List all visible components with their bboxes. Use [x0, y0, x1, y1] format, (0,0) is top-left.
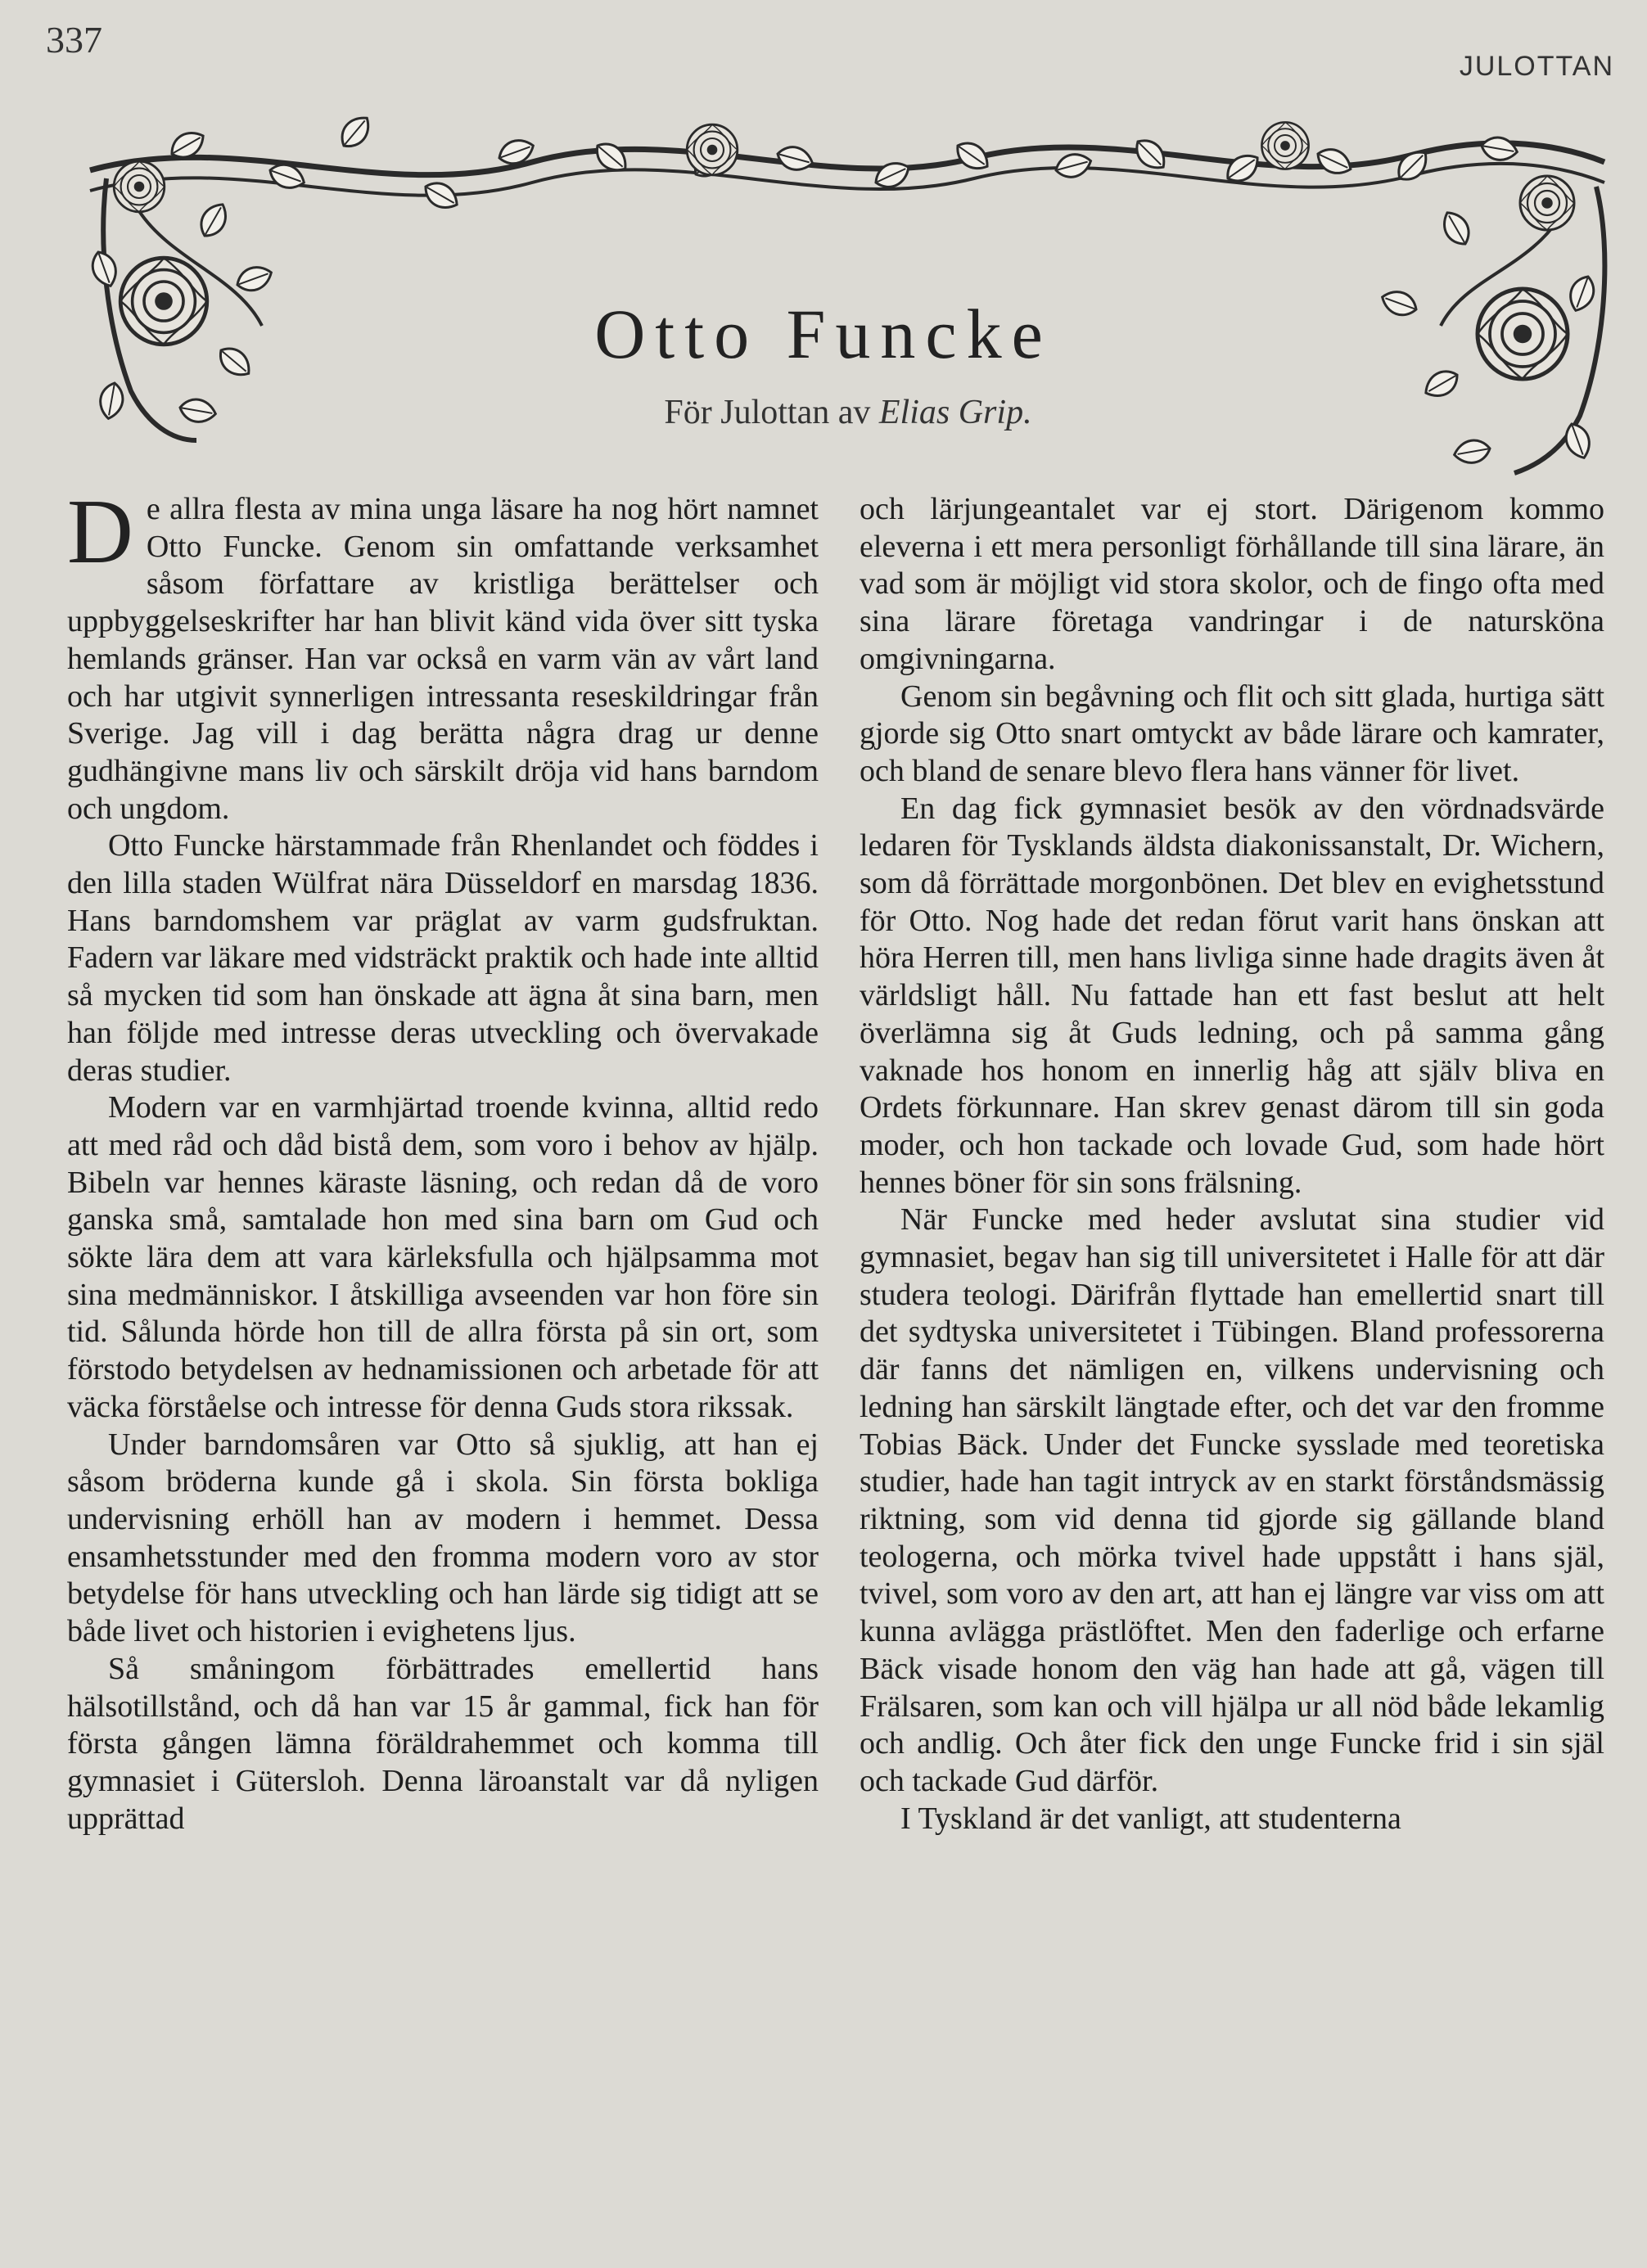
paragraph — [67, 481, 819, 827]
running-head: JULOTTAN — [1459, 51, 1614, 82]
right-column — [860, 491, 1604, 1837]
author-name: Elias Grip. — [878, 394, 1032, 431]
article-title: Otto Funcke — [594, 295, 1053, 373]
byline-prefix: För Julottan av — [664, 394, 871, 431]
paragraph: Modern var en varmhjärtad troende kvinna, alltid redo att med råd och dåd bistå dem, som voro i behov av hjälp. Bibeln var hennes käraste läsning, och redan då de voro ganska små, samtalade hon med sina barn om Gud och sökte lära dem att vara kärleksfulla och hjälpsamma mot sina medmänniskor. I åtskilliga avseenden var hon före sin tid. Sålunda hörde hon till de allra första på sin ort, som förstodo betydelsen av hednamissionen och arbetade för att väcka förståelse och intresse för denna Guds stora rikssak. — [67, 1090, 819, 1424]
paragraph: Genom sin begåvning och flit och sitt glada, hurtiga sätt gjorde sig Otto snart omtyckt av både lärare och kamrater, och bland de senare blevo flera hans vänner för livet. — [860, 679, 1604, 788]
paragraph: Så småningom förbättrades emellertid hans hälsotillstånd, och då han var 15 år gammal, fick han för första gången lämna föräldrahemmet och komma till gymnasiet i Gütersloh. Denna läroanstalt var då nyligen upprättad — [67, 1651, 819, 1836]
drop-cap: D — [67, 481, 133, 583]
paragraph: När Funcke med heder avslutat sina studier vid gymnasiet, begav han sig till universitetet i Halle för att där studera teologi. Därifrån flyttade han emellertid snart till det sydtyska universitetet i Tübingen. Bland professorerna där fanns det nämligen en, vilkens undervisning och ledning han särskilt längtade efter, och det var den fromme Tobias Bäck. Under det Funcke sysslade med teoretiska studier, hade han tagit intryck av en starkt förståndsmässig riktning, som vid denna tid gjorde sig gällande bland teologerna, och mörka tvivel hade uppstått i hans själ, tvivel, som voro av den art, att han ej längre var viss om att kunna avlägga prästlöftet. Men den faderlige och erfarne Bäck visade honom den väg han hade att gå, vägen till Frälsaren, som kan och vill hjälpa ur all nöd både lekamlig och andlig. Och åter fick den unge Funcke frid i sin själ och tackade Gud därför. — [860, 1202, 1604, 1798]
paragraph-text: e allra flesta av mina unga läsare ha nog hört namnet Otto Funcke. Genom sin omfattande verksamhet såsom författare av kristliga berättelser och uppbyggelseskrifter har han blivit känd vida över sitt tyska hemlands gränser. Han var också en varm vän av vårt land och har utgivit synnerligen intressanta reseskildringar från Sverige. Jag vill i dag berätta några drag ur denne gudhängivne mans liv och särskilt dröja vid hans barndom och ungdom. — [67, 492, 819, 826]
paragraph: och lärjungeantalet var ej stort. Därigenom kommo eleverna i ett mera personligt förhållande till sina lärare, än vad som är möjligt vid stora skolor, och de fingo ofta med sina lärare företaga vandringar i de natursköna omgivningarna. — [860, 492, 1604, 676]
article-byline — [0, 393, 1647, 432]
paragraph: Under barndomsåren var Otto så sjuklig, att han ej såsom bröderna kunde gå i skola. Sin första bokliga undervisning erhöll han av modern i hemmet. Dessa ensamhetsstunder med den fromma modern voro av stor betydelse för hans utveckling och han lärde sig tidigt att se både livet och historien i evighetens ljus. — [67, 1427, 819, 1649]
paragraph: Otto Funcke härstammade från Rhenlandet och föddes i den lilla staden Wülfrat nära Düsseldorf en marsdag 1836. Hans barndomshem var präglat av varm gudsfruktan. Fadern var läkare med vidsträckt praktik och hade inte alltid så mycken tid som han önskade att ägna åt sina barn, men han följde med intresse deras utveckling och övervakade deras studier. — [67, 828, 819, 1088]
page-number: 337 — [46, 19, 102, 61]
left-column — [67, 481, 819, 1837]
paragraph: En dag fick gymnasiet besök av den vördnadsvärde ledaren för Tysklands äldsta diakonissanstalt, Dr. Wichern, som då förrättade morgonbönen. Det blev en evighetsstund för Otto. Nog hade det redan förut varit hans önskan att höra Herren till, men hans livliga sinne hade dragits även åt världsligt håll. Nu fattade han ett fast beslut att helt överlämna sig åt Guds ledning, och på samma gång vaknade hos honom en innerlig håg att själv bliva en Ordets förkunnare. Han skrev genast därom till sin goda moder, och hon tackade och lovade Gud, som hade hört hennes böner för sin sons frälsning. — [860, 791, 1604, 1200]
paragraph: I Tyskland är det vanligt, att studenterna — [900, 1801, 1401, 1836]
